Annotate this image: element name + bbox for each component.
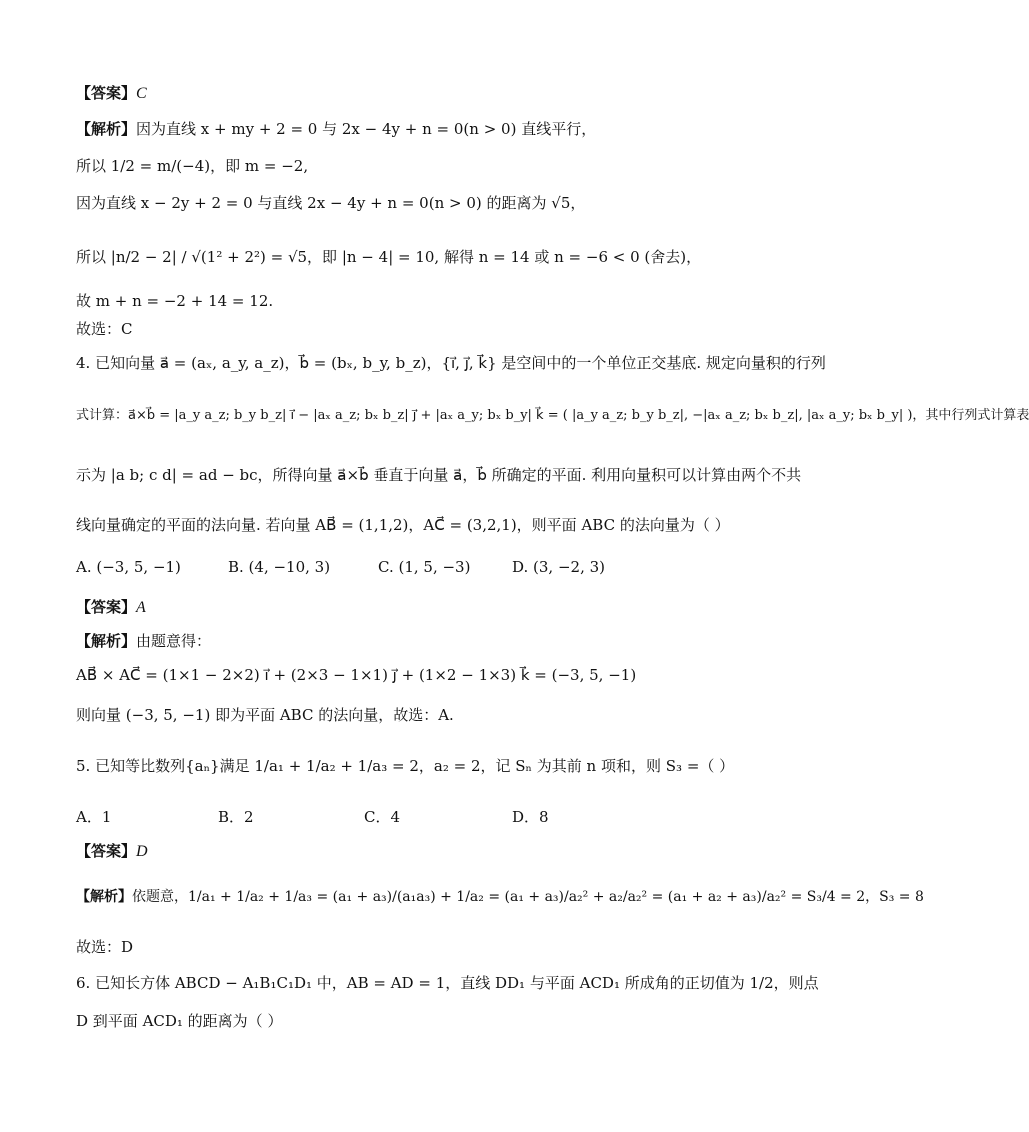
q5-choice: 故选：D	[76, 938, 134, 956]
q3-choice: 故选：C	[76, 320, 133, 338]
q5-answer: 【答案】D	[76, 842, 148, 860]
q4-option-b: B. (4, −10, 3)	[228, 558, 331, 576]
q5-option-c: C．4	[364, 808, 401, 826]
q6-stem-line-2: D 到平面 ACD₁ 的距离为（ ）	[76, 1012, 283, 1030]
q5-stem: 5. 已知等比数列{aₙ}满足 1/a₁ + 1/a₂ + 1/a₃ = 2，a₂ = 2，记 Sₙ 为其前 n 项和，则 S₃ =（ ）	[76, 757, 735, 775]
q4-conclusion: 则向量 (−3, 5, −1) 即为平面 ABC 的法向量，故选：A.	[76, 706, 454, 724]
q5-analysis: 【解析】依题意，1/a₁ + 1/a₂ + 1/a₃ = (a₁ + a₃)/(a₁a₃) + 1/a₂ = (a₁ + a₃)/a₂² + a₂/a₂² = (a₁ + a₂ + a₃)/a₂² = S₃/4 = 2，S₃ = 8	[76, 889, 924, 905]
q4-analysis-formula: AB⃗ × AC⃗ = (1×1 − 2×2) i⃗ + (2×3 − 1×1) j⃗ + (1×2 − 1×3) k⃗ = (−3, 5, −1)	[76, 666, 637, 684]
q4-analysis-intro: 【解析】由题意得：	[76, 632, 212, 650]
q5-option-b: B．2	[218, 808, 254, 826]
q3-analysis-line-5: 故 m + n = −2 + 14 = 12.	[76, 292, 274, 310]
q4-stem-line-3: 示为 |a b; c d| = ad − bc，所得向量 a⃗×b⃗ 垂直于向量 a⃗，b⃗ 所确定的平面. 利用向量积可以计算由两个不共	[76, 466, 802, 484]
q4-stem-line-1: 4. 已知向量 a⃗ = (aₓ, a_y, a_z)，b⃗ = (bₓ, b_y, b_z)，{i⃗, j⃗, k⃗} 是空间中的一个单位正交基底. 规定向量积的行列	[76, 354, 826, 372]
q3-analysis-line-4: 所以 |n/2 − 2| / √(1² + 2²) = √5，即 |n − 4| = 10, 解得 n = 14 或 n = −6 < 0 (舍去)，	[76, 248, 702, 266]
q4-option-d: D. (3, −2, 3)	[512, 558, 606, 576]
q5-option-a: A．1	[76, 808, 112, 826]
q3-analysis-line-1: 【解析】因为直线 x + my + 2 = 0 与 2x − 4y + n = 0(n > 0) 直线平行，	[76, 120, 597, 138]
q6-stem-line-1: 6. 已知长方体 ABCD − A₁B₁C₁D₁ 中，AB = AD = 1，直线 DD₁ 与平面 ACD₁ 所成角的正切值为 1/2，则点	[76, 974, 819, 992]
q3-analysis-line-2: 所以 1/2 = m/(−4)，即 m = −2,	[76, 157, 309, 175]
q4-option-a: A. (−3, 5, −1)	[76, 558, 181, 576]
q4-option-c: C. (1, 5, −3)	[378, 558, 471, 576]
q5-option-d: D．8	[512, 808, 549, 826]
q4-stem-line-2: 式计算：a⃗×b⃗ = |a_y a_z; b_y b_z| i⃗ − |aₓ a_z; bₓ b_z| j⃗ + |aₓ a_y; bₓ b_y| k⃗ = ( |a_y a_z; b_y b_z|, −|aₓ a_z; bₓ b_z|, |aₓ a_y; bₓ b_y| )，其中行列式计算表	[76, 408, 1029, 423]
q4-answer: 【答案】A	[76, 598, 146, 616]
q3-analysis-line-3: 因为直线 x − 2y + 2 = 0 与直线 2x − 4y + n = 0(n > 0) 的距离为 √5，	[76, 194, 586, 212]
q3-answer: 【答案】C	[76, 84, 147, 102]
q4-stem-line-4: 线向量确定的平面的法向量. 若向量 AB⃗ = (1,1,2)，AC⃗ = (3,2,1)，则平面 ABC 的法向量为（ ）	[76, 516, 730, 534]
